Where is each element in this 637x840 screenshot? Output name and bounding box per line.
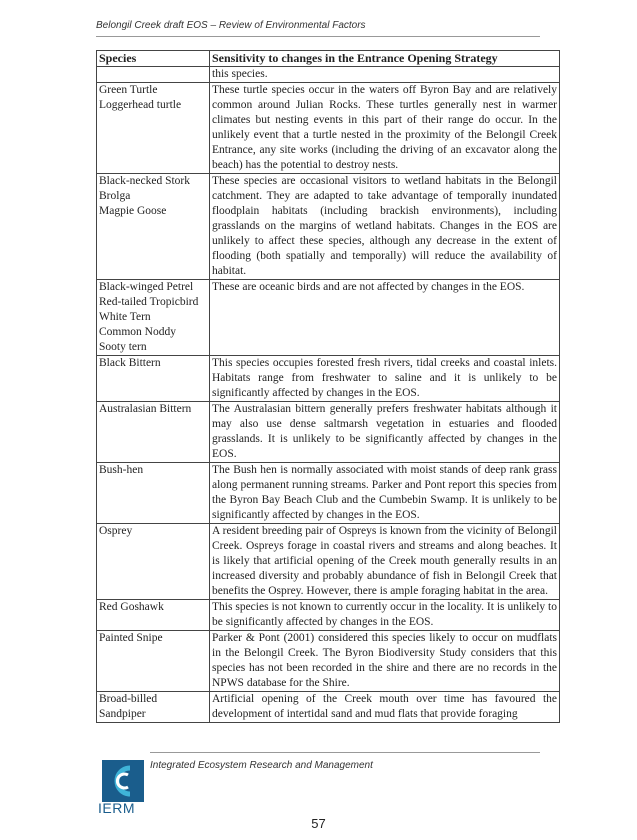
species-name: Black-winged Petrel xyxy=(99,281,194,293)
sensitivity-cell: Artificial opening of the Creek mouth over time has favoured the development of intertidal sand and mud flats that provide foraging xyxy=(210,692,560,723)
sensitivity-cell: This species occupies forested fresh rivers, tidal creeks and coastal inlets. Habitats range from freshwater to saline and it is unlikely to be significantly affected by changes in the EOS. xyxy=(210,356,560,402)
species-name: Black Bittern xyxy=(99,357,161,369)
species-name: Sooty tern xyxy=(99,341,147,353)
species-cell xyxy=(97,463,210,524)
sensitivity-cell: These species are occasional visitors to wetland habitats in the Belongil catchment. They are adapted to take advantage of temporally inundated floodplain habitats (including brackish environments), including grasslands on the margins of wetland habitats. Changes in the EOS are unlikely to affect these species, although any decrease in the extent of flooding (both spatially and temporally) will reduce the availability of habitat. xyxy=(210,174,560,280)
sensitivity-cell: These turtle species occur in the waters off Byron Bay and are relatively common around Julian Rocks. These turtles generally nest in warmer climates but nesting events in this part of their range do occur. In the unlikely event that a turtle nested in the proximity of the Belongil Creek Entrance, any site works (including the driving of an excavator along the beach) has the potential to destroy nests. xyxy=(210,83,560,174)
sensitivity-cell: A resident breeding pair of Ospreys is known from the vicinity of Belongil Creek. Ospreys forage in coastal rivers and streams and along beaches. It is likely that artificial opening of the Creek mouth generally results in an increased diversity and probably abundance of fish in Belongil Creek that benefits the Osprey. However, there is ample foraging habitat in the area. xyxy=(210,524,560,600)
table-row xyxy=(97,600,560,631)
species-name: Green Turtle xyxy=(99,84,158,96)
species-name: Painted Snipe xyxy=(99,632,163,644)
footer-organisation: Integrated Ecosystem Research and Management xyxy=(150,760,373,771)
page-number: 57 xyxy=(311,816,326,831)
species-name: Osprey xyxy=(99,525,133,537)
table-row xyxy=(97,67,560,83)
species-cell xyxy=(97,280,210,356)
species-name: Bush-hen xyxy=(99,464,144,476)
table-row xyxy=(97,174,560,280)
sensitivity-cell: Parker & Pont (2001) considered this species likely to occur on mudflats in the Belongil Creek. The Byron Biodiversity Study considers that this species has not been recorded in the shire and there are no records in the NPWS database for the Shire. xyxy=(210,631,560,692)
species-name: Broad-billed xyxy=(99,693,158,705)
table-row xyxy=(97,692,560,723)
logo-wordmark: IERM xyxy=(98,800,135,816)
species-cell xyxy=(97,692,210,723)
species-cell xyxy=(97,67,210,83)
species-cell xyxy=(97,524,210,600)
table-row xyxy=(97,83,560,174)
species-cell xyxy=(97,631,210,692)
species-name: Sandpiper xyxy=(99,708,146,720)
species-cell xyxy=(97,600,210,631)
running-header: Belongil Creek draft EOS – Review of Environmental Factors xyxy=(96,20,366,31)
sensitivity-cell: this species. xyxy=(210,67,560,83)
table-row xyxy=(97,402,560,463)
species-name: Red Goshawk xyxy=(99,601,164,613)
species-name: Australasian Bittern xyxy=(99,403,192,415)
column-header-sensitivity: Sensitivity to changes in the Entrance Opening Strategy xyxy=(210,51,560,67)
sensitivity-cell: These are oceanic birds and are not affected by changes in the EOS. xyxy=(210,280,560,356)
table-row xyxy=(97,280,560,356)
species-cell xyxy=(97,174,210,280)
species-name: Magpie Goose xyxy=(99,205,167,217)
species-name: Common Noddy xyxy=(99,326,176,338)
species-cell xyxy=(97,83,210,174)
table-row xyxy=(97,524,560,600)
species-name: White Tern xyxy=(99,311,151,323)
table-header-row xyxy=(97,51,560,67)
column-header-species: Species xyxy=(97,51,210,67)
table-row xyxy=(97,463,560,524)
sensitivity-cell: This species is not known to currently occur in the locality. It is unlikely to be significantly affected by changes in the EOS. xyxy=(210,600,560,631)
table-body xyxy=(97,67,560,723)
sensitivity-cell: The Bush hen is normally associated with moist stands of deep rank grass along permanent running streams. Parker and Pont report this species from the Byron Bay Beach Club and the Cumbebin Swamp. It is unlikely to be significantly affected by changes in the EOS. xyxy=(210,463,560,524)
species-name: Red-tailed Tropicbird xyxy=(99,296,199,308)
sensitivity-cell: The Australasian bittern generally prefers freshwater habitats although it may also use dense saltmarsh vegetation in estuaries and flooded grasslands. It is unlikely to be significantly affected by changes in the EOS. xyxy=(210,402,560,463)
species-name: Loggerhead turtle xyxy=(99,99,182,111)
table-row xyxy=(97,631,560,692)
header-divider xyxy=(96,36,540,37)
ierm-logo-icon xyxy=(100,758,146,804)
species-cell xyxy=(97,356,210,402)
species-cell xyxy=(97,402,210,463)
footer-divider xyxy=(150,752,540,753)
species-name: Black-necked Stork xyxy=(99,175,191,187)
species-sensitivity-table xyxy=(96,50,560,723)
table-row xyxy=(97,356,560,402)
species-name: Brolga xyxy=(99,190,131,202)
